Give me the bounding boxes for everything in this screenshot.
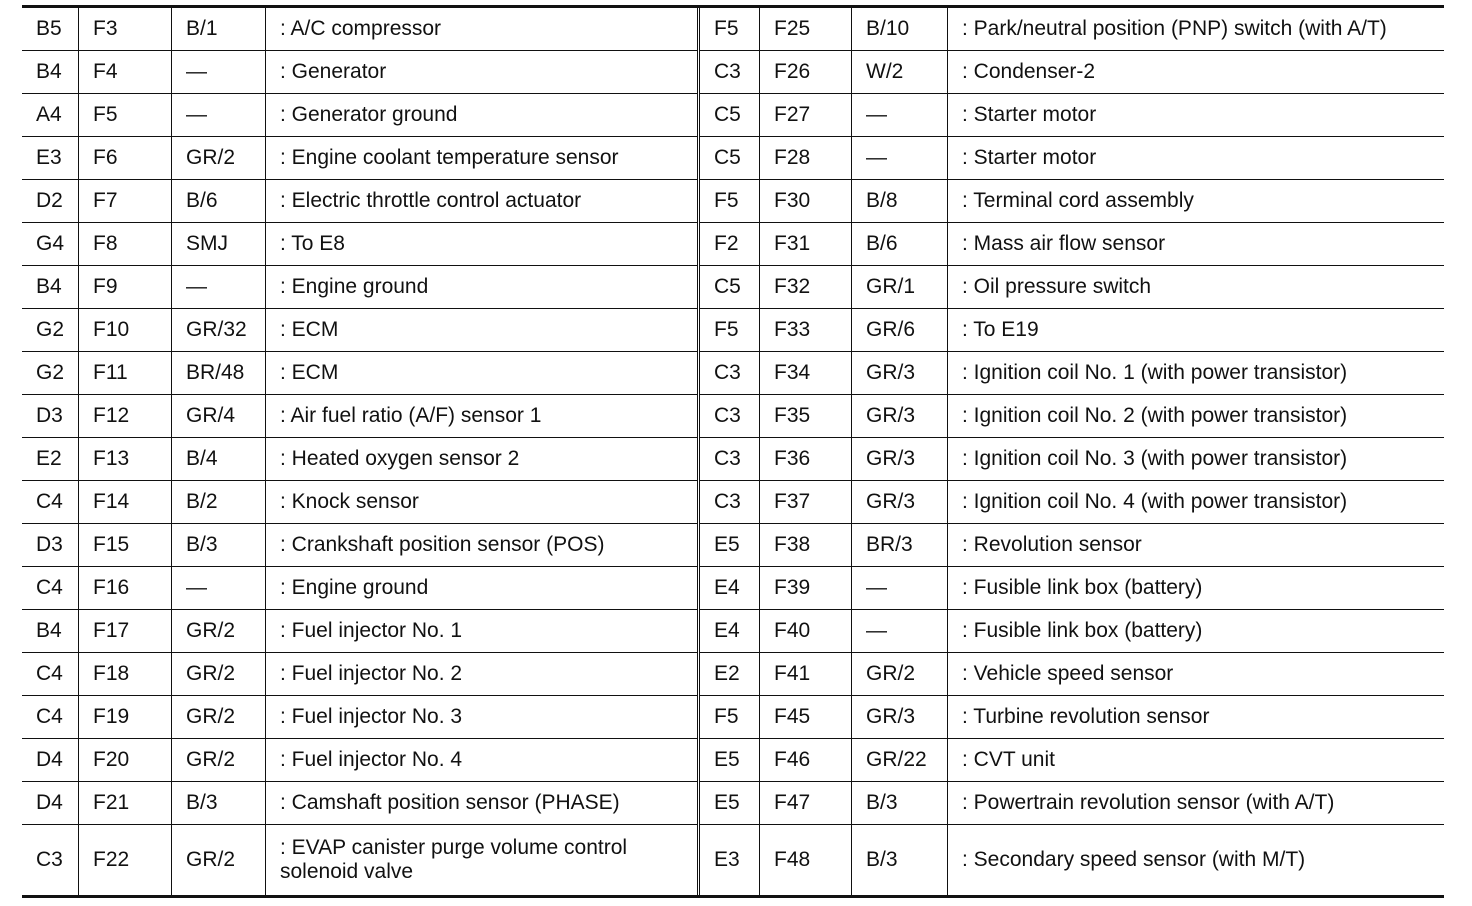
description-cell: : A/C compressor bbox=[265, 8, 697, 50]
connector-number-cell: F21 bbox=[78, 782, 171, 824]
grid-location-cell: D2 bbox=[36, 189, 63, 212]
table-row bbox=[700, 223, 1444, 266]
description-cell: : CVT unit bbox=[947, 739, 1444, 781]
connector-table bbox=[22, 5, 1444, 898]
description-cell: : Camshaft position sensor (PHASE) bbox=[265, 782, 697, 824]
connector-number-cell: F35 bbox=[759, 395, 851, 437]
table-row bbox=[700, 266, 1444, 309]
connector-number-cell: F32 bbox=[759, 266, 851, 308]
table-row bbox=[22, 223, 697, 266]
table-row bbox=[22, 524, 697, 567]
table-row bbox=[22, 567, 697, 610]
connector-type-cell: W/2 bbox=[851, 51, 947, 93]
left-table-half bbox=[22, 8, 697, 895]
table-row bbox=[22, 696, 697, 739]
description-cell: : Generator bbox=[265, 51, 697, 93]
connector-number-cell: F34 bbox=[759, 352, 851, 394]
grid-location-cell: E5 bbox=[714, 791, 740, 814]
grid-location-cell: C4 bbox=[36, 662, 63, 685]
description-cell: : Engine ground bbox=[265, 567, 697, 609]
connector-number-cell: F39 bbox=[759, 567, 851, 609]
grid-location-cell: C3 bbox=[714, 447, 741, 470]
connector-type-cell: B/1 bbox=[171, 8, 265, 50]
description-cell: : Park/neutral position (PNP) switch (with A/T) bbox=[947, 8, 1444, 50]
connector-type-cell: BR/48 bbox=[171, 352, 265, 394]
grid-location-cell: E2 bbox=[36, 447, 62, 470]
connector-number-cell: F9 bbox=[78, 266, 171, 308]
connector-number-cell: F27 bbox=[759, 94, 851, 136]
connector-number-cell: F25 bbox=[759, 8, 851, 50]
table-row bbox=[700, 8, 1444, 51]
grid-location-cell: C5 bbox=[714, 146, 741, 169]
description-cell: : Terminal cord assembly bbox=[947, 180, 1444, 222]
connector-type-cell: GR/3 bbox=[851, 481, 947, 523]
description-cell: : Ignition coil No. 1 (with power transistor) bbox=[947, 352, 1444, 394]
connector-number-cell: F7 bbox=[78, 180, 171, 222]
connector-type-cell: B/10 bbox=[851, 8, 947, 50]
table-row bbox=[700, 567, 1444, 610]
connector-type-cell: GR/1 bbox=[851, 266, 947, 308]
connector-type-cell: B/4 bbox=[171, 438, 265, 480]
grid-location-cell: D3 bbox=[36, 533, 63, 556]
table-row bbox=[22, 395, 697, 438]
table-row bbox=[700, 352, 1444, 395]
connector-type-cell: GR/6 bbox=[851, 309, 947, 351]
description-cell: : Engine coolant temperature sensor bbox=[265, 137, 697, 179]
table-row bbox=[700, 653, 1444, 696]
connector-number-cell: F20 bbox=[78, 739, 171, 781]
description-cell: : Fusible link box (battery) bbox=[947, 610, 1444, 652]
grid-location-cell: E5 bbox=[714, 748, 740, 771]
connector-type-cell: GR/2 bbox=[171, 653, 265, 695]
connector-type-cell: B/6 bbox=[851, 223, 947, 265]
connector-type-cell: GR/2 bbox=[171, 696, 265, 738]
description-cell: : Heated oxygen sensor 2 bbox=[265, 438, 697, 480]
connector-type-cell: BR/3 bbox=[851, 524, 947, 566]
connector-number-cell: F46 bbox=[759, 739, 851, 781]
table-row bbox=[700, 94, 1444, 137]
connector-type-cell: GR/3 bbox=[851, 352, 947, 394]
connector-type-cell: B/3 bbox=[171, 782, 265, 824]
grid-location-cell: B5 bbox=[36, 17, 62, 40]
description-cell: : Powertrain revolution sensor (with A/T) bbox=[947, 782, 1444, 824]
connector-number-cell: F3 bbox=[78, 8, 171, 50]
connector-number-cell: F31 bbox=[759, 223, 851, 265]
description-cell: : Revolution sensor bbox=[947, 524, 1444, 566]
grid-location-cell: C5 bbox=[714, 103, 741, 126]
description-cell: : Mass air flow sensor bbox=[947, 223, 1444, 265]
table-row bbox=[700, 481, 1444, 524]
table-row bbox=[22, 438, 697, 481]
connector-type-cell: B/3 bbox=[851, 825, 947, 895]
description-cell: : Ignition coil No. 4 (with power transistor) bbox=[947, 481, 1444, 523]
grid-location-cell: C3 bbox=[714, 60, 741, 83]
table-row bbox=[700, 610, 1444, 653]
description-cell: : Ignition coil No. 3 (with power transistor) bbox=[947, 438, 1444, 480]
grid-location-cell: D4 bbox=[36, 748, 63, 771]
table-row bbox=[22, 481, 697, 524]
connector-type-cell: GR/3 bbox=[851, 395, 947, 437]
description-cell: : Fuel injector No. 2 bbox=[265, 653, 697, 695]
grid-location-cell: C4 bbox=[36, 705, 63, 728]
grid-location-cell: G2 bbox=[36, 361, 65, 384]
connector-type-cell: — bbox=[851, 567, 947, 609]
description-cell: : Starter motor bbox=[947, 137, 1444, 179]
connector-type-cell: B/6 bbox=[171, 180, 265, 222]
connector-number-cell: F10 bbox=[78, 309, 171, 351]
grid-location-cell: B4 bbox=[36, 619, 62, 642]
table-row bbox=[22, 8, 697, 51]
grid-location-cell: F5 bbox=[714, 705, 739, 728]
connector-number-cell: F4 bbox=[78, 51, 171, 93]
connector-number-cell: F16 bbox=[78, 567, 171, 609]
connector-number-cell: F26 bbox=[759, 51, 851, 93]
description-cell: : Crankshaft position sensor (POS) bbox=[265, 524, 697, 566]
connector-number-cell: F6 bbox=[78, 137, 171, 179]
grid-location-cell: E3 bbox=[714, 848, 740, 871]
grid-location-cell: G2 bbox=[36, 318, 65, 341]
connector-number-cell: F11 bbox=[78, 352, 171, 394]
connector-type-cell: GR/22 bbox=[851, 739, 947, 781]
table-row bbox=[22, 739, 697, 782]
connector-type-cell: — bbox=[851, 94, 947, 136]
connector-type-cell: — bbox=[851, 137, 947, 179]
connector-number-cell: F12 bbox=[78, 395, 171, 437]
description-cell: : To E8 bbox=[265, 223, 697, 265]
right-table-half bbox=[700, 8, 1444, 895]
description-cell: : Knock sensor bbox=[265, 481, 697, 523]
connector-number-cell: F17 bbox=[78, 610, 171, 652]
table-row bbox=[700, 438, 1444, 481]
description-cell: : Vehicle speed sensor bbox=[947, 653, 1444, 695]
connector-type-cell: B/8 bbox=[851, 180, 947, 222]
connector-type-cell: GR/2 bbox=[851, 653, 947, 695]
description-cell: : Electric throttle control actuator bbox=[265, 180, 697, 222]
connector-type-cell: GR/32 bbox=[171, 309, 265, 351]
description-cell: : Starter motor bbox=[947, 94, 1444, 136]
connector-type-cell: GR/4 bbox=[171, 395, 265, 437]
table-row bbox=[22, 180, 697, 223]
table-row bbox=[22, 782, 697, 825]
grid-location-cell: E2 bbox=[714, 662, 740, 685]
grid-location-cell: E3 bbox=[36, 146, 62, 169]
table-row bbox=[22, 653, 697, 696]
grid-location-cell: B4 bbox=[36, 60, 62, 83]
description-cell: : Fuel injector No. 1 bbox=[265, 610, 697, 652]
description-cell: : EVAP canister purge volume control solenoid valve bbox=[265, 825, 697, 895]
table-row bbox=[700, 825, 1444, 895]
description-cell: : Fuel injector No. 4 bbox=[265, 739, 697, 781]
connector-number-cell: F41 bbox=[759, 653, 851, 695]
table-row bbox=[22, 137, 697, 180]
description-cell: : Engine ground bbox=[265, 266, 697, 308]
table-row bbox=[22, 309, 697, 352]
connector-number-cell: F18 bbox=[78, 653, 171, 695]
connector-number-cell: F30 bbox=[759, 180, 851, 222]
grid-location-cell: C4 bbox=[36, 490, 63, 513]
grid-location-cell: E4 bbox=[714, 619, 740, 642]
connector-number-cell: F48 bbox=[759, 825, 851, 895]
description-cell: : Fusible link box (battery) bbox=[947, 567, 1444, 609]
grid-location-cell: B4 bbox=[36, 275, 62, 298]
grid-location-cell: A4 bbox=[36, 103, 62, 126]
table-row bbox=[22, 94, 697, 137]
grid-location-cell: F5 bbox=[714, 189, 739, 212]
table-row bbox=[700, 739, 1444, 782]
description-cell: : ECM bbox=[265, 352, 697, 394]
connector-number-cell: F15 bbox=[78, 524, 171, 566]
grid-location-cell: D3 bbox=[36, 404, 63, 427]
connector-type-cell: B/3 bbox=[851, 782, 947, 824]
table-row bbox=[22, 266, 697, 309]
connector-number-cell: F33 bbox=[759, 309, 851, 351]
grid-location-cell: D4 bbox=[36, 791, 63, 814]
table-row bbox=[22, 352, 697, 395]
connector-type-cell: GR/3 bbox=[851, 696, 947, 738]
grid-location-cell: G4 bbox=[36, 232, 65, 255]
connector-type-cell: GR/2 bbox=[171, 610, 265, 652]
description-cell: : Turbine revolution sensor bbox=[947, 696, 1444, 738]
connector-number-cell: F19 bbox=[78, 696, 171, 738]
table-row bbox=[700, 51, 1444, 94]
connector-number-cell: F14 bbox=[78, 481, 171, 523]
connector-type-cell: GR/2 bbox=[171, 739, 265, 781]
table-row bbox=[700, 696, 1444, 739]
connector-type-cell: — bbox=[171, 51, 265, 93]
connector-number-cell: F13 bbox=[78, 438, 171, 480]
description-cell: : Fuel injector No. 3 bbox=[265, 696, 697, 738]
table-row bbox=[700, 180, 1444, 223]
connector-type-cell: GR/3 bbox=[851, 438, 947, 480]
grid-location-cell: C4 bbox=[36, 576, 63, 599]
connector-number-cell: F5 bbox=[78, 94, 171, 136]
description-cell: : Secondary speed sensor (with M/T) bbox=[947, 825, 1444, 895]
description-cell: : To E19 bbox=[947, 309, 1444, 351]
table-row bbox=[700, 524, 1444, 567]
connector-type-cell: — bbox=[171, 567, 265, 609]
grid-location-cell: C3 bbox=[36, 848, 63, 871]
table-row bbox=[22, 51, 697, 94]
connector-type-cell: — bbox=[171, 94, 265, 136]
table-row bbox=[700, 137, 1444, 180]
table-row bbox=[22, 610, 697, 653]
connector-number-cell: F40 bbox=[759, 610, 851, 652]
grid-location-cell: E5 bbox=[714, 533, 740, 556]
table-row bbox=[700, 309, 1444, 352]
description-cell: : Condenser-2 bbox=[947, 51, 1444, 93]
description-cell: : Air fuel ratio (A/F) sensor 1 bbox=[265, 395, 697, 437]
connector-number-cell: F38 bbox=[759, 524, 851, 566]
description-cell: : Oil pressure switch bbox=[947, 266, 1444, 308]
connector-number-cell: F47 bbox=[759, 782, 851, 824]
description-cell: : Ignition coil No. 2 (with power transistor) bbox=[947, 395, 1444, 437]
table-row bbox=[700, 395, 1444, 438]
connector-number-cell: F36 bbox=[759, 438, 851, 480]
grid-location-cell: C5 bbox=[714, 275, 741, 298]
connector-number-cell: F45 bbox=[759, 696, 851, 738]
grid-location-cell: E4 bbox=[714, 576, 740, 599]
connector-type-cell: GR/2 bbox=[171, 825, 265, 895]
table-row bbox=[700, 782, 1444, 825]
connector-number-cell: F8 bbox=[78, 223, 171, 265]
grid-location-cell: C3 bbox=[714, 404, 741, 427]
description-cell: : Generator ground bbox=[265, 94, 697, 136]
connector-number-cell: F37 bbox=[759, 481, 851, 523]
table-row bbox=[22, 825, 697, 895]
grid-location-cell: C3 bbox=[714, 490, 741, 513]
connector-type-cell: — bbox=[851, 610, 947, 652]
connector-number-cell: F28 bbox=[759, 137, 851, 179]
grid-location-cell: F2 bbox=[714, 232, 739, 255]
connector-type-cell: GR/2 bbox=[171, 137, 265, 179]
grid-location-cell: F5 bbox=[714, 17, 739, 40]
connector-number-cell: F22 bbox=[78, 825, 171, 895]
grid-location-cell: F5 bbox=[714, 318, 739, 341]
grid-location-cell: C3 bbox=[714, 361, 741, 384]
connector-type-cell: SMJ bbox=[171, 223, 265, 265]
description-cell: : ECM bbox=[265, 309, 697, 351]
connector-type-cell: — bbox=[171, 266, 265, 308]
connector-type-cell: B/2 bbox=[171, 481, 265, 523]
connector-type-cell: B/3 bbox=[171, 524, 265, 566]
